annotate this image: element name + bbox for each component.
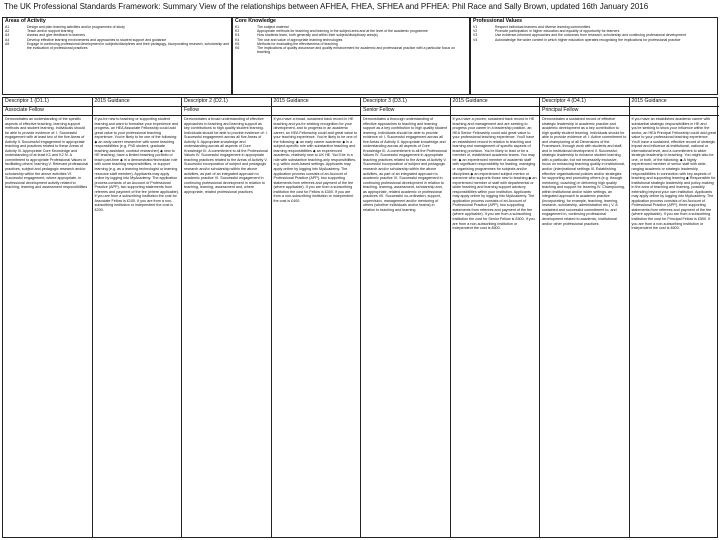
value-text: Promote participation in higher education and equality of opportunity for learners xyxy=(495,29,620,34)
column-body: If you have a broad, sustained track record in HE teaching and you're seeking recognition for your development, and to progress in an academic career, an HEA Fellowship could add great value to your teaching experience. You're likely to be one of the following: ◆ an early career academic ◆ in a subject-specific role with substantive teaching and learning responsibilities ◆ an experienced academic, relatively new to UK HE. You'll be in a role with substantive teaching-only responsibilities, e.g. within work-based settings. Applicants may apply online by logging into MyAcademy. The application process consists of an Account of Professional Practice (APP), two supporting statements from referees and payment of the fee (where applicable). If you are from a subscribing institution the cost for Fellow is £300. If you are from a non-subscribing institution or independent the cost is £400. xyxy=(273,117,358,203)
core-code: K4 xyxy=(235,37,240,42)
descriptor-1-column xyxy=(3,98,93,537)
column-heading: Descriptor 2 (D2.1) xyxy=(182,98,271,107)
professional-values-box xyxy=(470,17,718,95)
area-code: A4 xyxy=(5,37,10,42)
core-code: K5 xyxy=(235,41,240,46)
column-heading: 2015 Guidance xyxy=(630,98,720,107)
value-code: V2 xyxy=(473,29,478,34)
core-row xyxy=(233,46,469,54)
core-text: The use and value of appropriate learning technologies xyxy=(257,37,343,42)
area-row xyxy=(3,42,231,50)
column-subheading: Principal Fellow xyxy=(540,107,629,116)
column-heading: Descriptor 1 (D1.1) xyxy=(3,98,92,107)
area-text: Develop effective learning environments and approaches to student support and guidance xyxy=(27,37,167,42)
core-code: K6 xyxy=(235,46,240,51)
column-heading: Descriptor 4 (D4.1) xyxy=(540,98,629,107)
column-body: If you have an established academic career with substantial strategic responsibilities in HE and you're seeking to show your influence within the sector, an HEA Principal Fellowship could add great value to your professional teaching experience. You'll have a sustained, effective record of strategic impact and influence at institutional, national or international level, and a commitment to wider strategic leadership in teaching. You might also be one, or both, of the following: ◆ A highly experienced member of senior staff with wide-ranging academic or strategic leadership responsibilities in connection with key aspects of teaching and supporting learning ◆ Responsible for institutional strategic leadership and policy-making in the area of teaching and learning, possibly extending beyond your own institution. Applicants may apply online by logging into MyAcademy. The application process consists of an Account of Professional Practice (APP), three supporting statements from referees and payment of the fee (where applicable). If you are from a subscribing institution the cost for Principal Fellow is £500. If you are from a non-subscribing institution or independent the cost is £600. xyxy=(631,117,716,231)
core-text: The implications of quality assurance and quality enhancement for academic and professional practice with a particular focus on teaching xyxy=(257,46,456,55)
descriptor-4-column xyxy=(540,98,630,537)
value-text: Use evidence-informed approaches and the outcomes from research, scholarship and continuing professional development xyxy=(495,33,686,38)
area-code: A2 xyxy=(5,29,10,34)
area-text: Engage in continuing professional development in subjects/disciplines and their pedagogy, incorporating research, scholarship and the evaluation of professional practices xyxy=(27,41,230,51)
area-code: A3 xyxy=(5,33,10,38)
core-text: The subject material xyxy=(257,25,289,29)
area-text: Design and plan learning activities and/or programmes of study xyxy=(27,25,125,29)
area-text: Assess and give feedback to learners xyxy=(27,33,86,38)
column-subheading xyxy=(93,107,182,116)
column-body: Demonstrates an understanding of the specific aspects of effective teaching, learning support methods and student learning. Individuals should be able to provide evidence of: I. Successful engagement with at least two of the five Areas of Activity II. Successful engagement in appropriate teaching and practices related to these Areas of Activity III. Appropriate Core Knowledge and understanding of at least K1 and K2 IV. A commitment to appropriate Professional Values in facilitating others' learning V. Relevant professional practices, subject and pedagogic research and/or scholarship within the above activities VI. Successful engagement, where appropriate, in professional development activity related to teaching, learning and assessment responsibilities xyxy=(5,117,89,190)
descriptor-2-column xyxy=(182,98,272,537)
guidance-1-column xyxy=(93,98,183,537)
column-subheading xyxy=(630,107,720,116)
guidance-3-column xyxy=(451,98,541,537)
core-code: K3 xyxy=(235,33,240,38)
column-body: Demonstrates a broad understanding of effective approaches to teaching and learning support as key contributions to high quality student learning. Individuals should be able to provide evidence of: I. Successful engagement across all five Areas of Activity II. Appropriate knowledge and understanding across all aspects of Core Knowledge III. A commitment to all the Professional Values IV. Successful engagement in appropriate teaching practices related to the Areas of Activity V. Successful incorporation of subject and pedagogic research and/or scholarship within the above activities, as part of an integrated approach to academic practice VI. Successful engagement in continuing professional development in relation to teaching, learning, assessment and, where appropriate, related professional practices xyxy=(184,117,268,194)
column-subheading xyxy=(272,107,361,116)
core-code: K2 xyxy=(235,29,240,34)
column-heading: 2015 Guidance xyxy=(272,98,361,107)
column-subheading: Senior Fellow xyxy=(361,107,450,116)
descriptor-3-column xyxy=(361,98,451,537)
core-text: Methods for evaluating the effectiveness of teaching xyxy=(257,41,338,46)
column-subheading xyxy=(451,107,540,116)
value-text: Acknowledge the wider context in which higher education operates recognising the implications for professional practice xyxy=(495,37,681,42)
column-body: If you have a proven, sustained track record in HE teaching and management and are seeking to progress your career in a leadership position, an HEA Senior Fellowship could add great value to your professional teaching experience. You'll have an established record in relation to teaching and learning and management of specific aspects of teaching provision. You're likely to lead or be a member of, established academic teams. You may be: ◆ an experienced member of academic staff with significant responsibility for leading, managing or organising programmes for subjects and/or disciplines ◆ an experienced subject mentor or someone who supports those new to teaching ◆ an experienced member of staff with departmental or wider teaching and learning support advisory responsibilities within your institution. Applicants may apply online by logging into MyAcademy. The application process consists of an Account of Professional Practice (APP), two supporting statements from referees and payment of the fee (where applicable). If you are from a subscribing institution the cost for Senior Fellow is £500. If you are from a non-subscribing institution or independent the cost is £600. xyxy=(452,117,537,231)
core-knowledge-box xyxy=(232,17,470,95)
core-heading: Core Knowledge xyxy=(235,18,276,24)
value-code: V1 xyxy=(473,25,478,29)
guidance-4-column xyxy=(630,98,720,537)
value-code: V3 xyxy=(473,33,478,38)
column-subheading: Fellow xyxy=(182,107,271,116)
area-code: A5 xyxy=(5,41,10,46)
column-body: Demonstrates a sustained record of effective strategic leadership in academic practice and academic development as a key contribution to high quality student learning. Individuals should be able to provide evidence of: I. Active commitment to and championing of all Dimensions of the Framework, through work with students and staff, and in institutional development II. Successful, strategic leadership to enhance student learning, with a particular, but not necessarily exclusive, focus on enhancing teaching quality in institutional, and/or (inter)national settings III. Establishing effective organisational policies and/or strategies for supporting and promoting others (e.g. through mentoring, coaching) in delivering high quality teaching and support for learning IV. Championing, within institutional and/or wider settings, an integrated approach to academic practice (incorporating, for example, teaching, learning, research, scholarship, administration etc.) V. A sustained and successful commitment to, and engagement in, continuing professional development related to academic, institutional and/or other professional practices xyxy=(542,117,627,226)
area-code: A1 xyxy=(5,25,10,29)
core-text: How students learn, both generally and within their subject/disciplinary area(s) xyxy=(257,33,378,38)
column-heading: 2015 Guidance xyxy=(93,98,182,107)
value-row xyxy=(471,38,717,42)
area-text: Teach and/or support learning xyxy=(27,29,74,34)
guidance-2-column xyxy=(272,98,362,537)
column-body: Demonstrates a thorough understanding of effective approaches to teaching and learning support as a key contribution to high quality student learning. Individuals should be able to provide evidence of: I. Successful engagement across all five Areas of Activity II. Appropriate knowledge and understanding across all aspects of Core Knowledge III. A commitment to all the Professional Values IV. Successful engagement in appropriate teaching practices related to the Areas of Activity V. Successful incorporation of subject and pedagogic research and/or scholarship within the above activities, as part of an integrated approach to academic practice VI. Successful engagement in continuing professional development in relation to teaching, learning, assessment, scholarship and, as appropriate, related academic or professional practices VII. Successful co-ordination, support, supervision, management and/or mentoring of others (whether individuals and/or teams) in relation to teaching and learning xyxy=(363,117,448,212)
core-code: K1 xyxy=(235,25,240,29)
page-title: The UK Professional Standards Framework: Summary View of the relationships between AFHEA, FHEA, SFHEA and PFHEA: Phil Race and Sally Brown, updated 16th January 2016 xyxy=(4,2,649,11)
column-subheading: Associate Fellow xyxy=(3,107,92,116)
column-heading: Descriptor 3 (D3.1) xyxy=(361,98,450,107)
column-heading: 2015 Guidance xyxy=(451,98,540,107)
value-text: Respect individual learners and diverse learning communities xyxy=(495,25,591,29)
column-body: If you're new to teaching or supporting student learning and want to formalise your experience and progress, an HEA Associate Fellowship could add great value to your professional teaching experience. You're likely to be one of the following: ◆ an early career researcher with some teaching responsibilities (e.g. PhD student, graduate teaching assistant, contract researcher) ◆ new to HE teaching, have a limited teaching portfolio or teach part-time ◆ in a demonstrator/technician role with some teaching responsibilities, or support learning (e.g. as a learning technologist or learning resource staff member). Applicants may apply online by logging into MyAcademy. The application process consists of an Account of Professional Practice (APP), two supporting statements from referees and payment of the fee (where applicable). If you are from a subscribing institution the cost for Associate Fellow is £100. If you are from a non-subscribing institution or independent the cost is £200. xyxy=(94,117,179,212)
value-code: V4 xyxy=(473,37,478,42)
values-heading: Professional Values xyxy=(473,18,523,24)
core-text: Appropriate methods for teaching and learning in the subject area and at the level of the academic programme xyxy=(257,29,428,34)
areas-heading: Areas of Activity xyxy=(5,18,46,24)
areas-of-activity-box xyxy=(2,17,232,95)
descriptor-grid xyxy=(2,97,718,538)
